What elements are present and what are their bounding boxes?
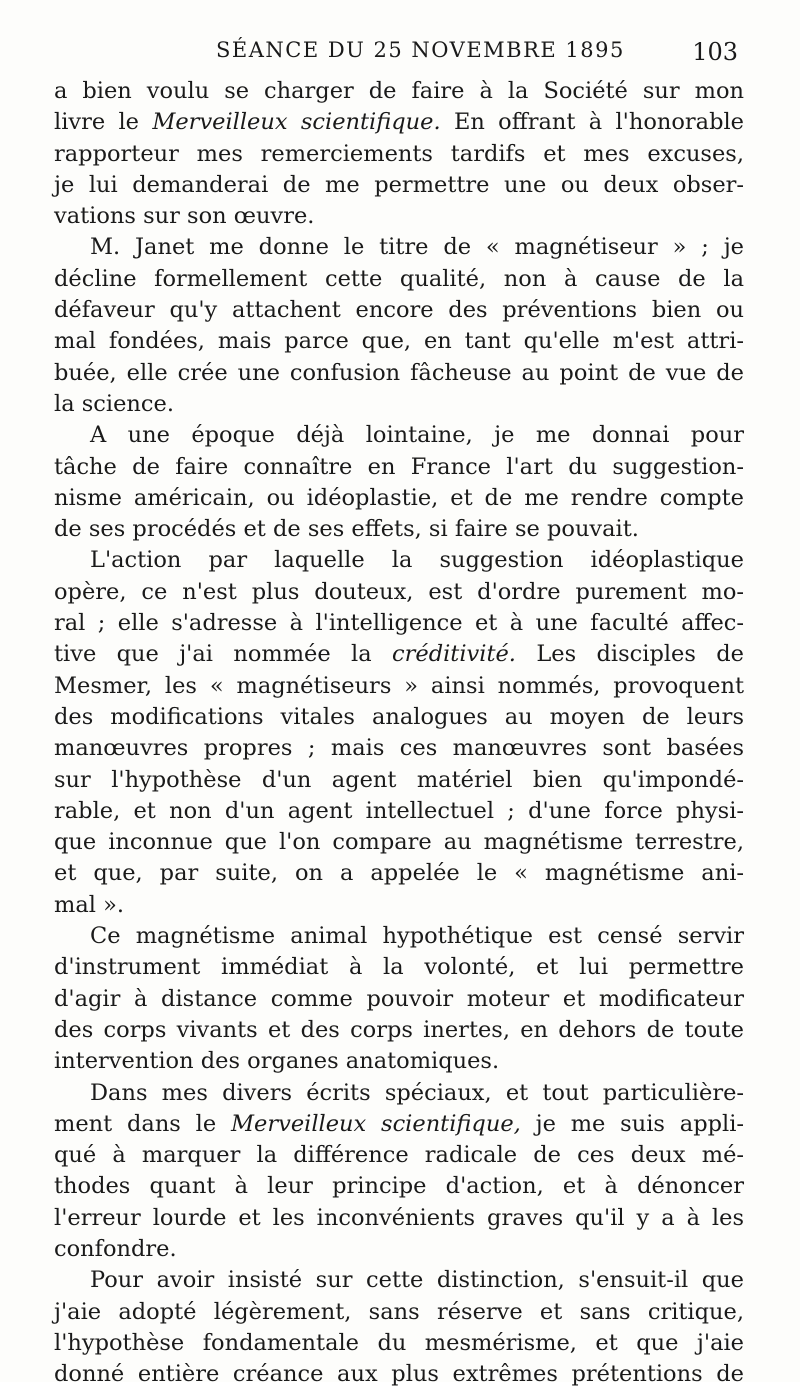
text-run: la science. (54, 390, 174, 417)
text-run: tive que j'ai nommée la (54, 641, 393, 668)
text-run: a bien voulu se charger de faire à la Société sur mon (54, 78, 744, 104)
text-run: mal ». (54, 891, 125, 918)
text-run: j'aie adopté légèrement, sans réserve et sans critique, (54, 1298, 744, 1325)
text-line (54, 671, 744, 702)
italic-title: créditivité. (392, 641, 516, 668)
text-line (54, 702, 744, 733)
text-run: thodes quant à leur principe d'action, et à dénoncer (54, 1173, 744, 1200)
text-line (54, 139, 744, 170)
text-run: des modifications vitales analogues au moyen de leurs (54, 703, 744, 730)
text-line (54, 389, 744, 420)
text-line (54, 452, 744, 483)
text-line (54, 827, 744, 858)
text-run: que inconnue que l'on compare au magnétisme terrestre, (54, 829, 744, 856)
text-run: L'action par laquelle la suggestion idéoplastique (90, 547, 744, 574)
running-head (54, 38, 744, 72)
text-run: ral ; elle s'adresse à l'intelligence et à une faculté affec- (54, 610, 744, 637)
text-run: Dans mes divers écrits spéciaux, et tout particulière- (90, 1079, 744, 1106)
italic-title: Merveilleux scientifique. (152, 109, 441, 136)
text-line (54, 1046, 744, 1077)
text-run: buée, elle crée une confusion fâcheuse au point de vue de (54, 359, 744, 386)
text-line (54, 1297, 744, 1328)
text-line (54, 232, 744, 263)
text-line (54, 1109, 744, 1140)
text-run: confondre. (54, 1235, 177, 1262)
text-line (54, 107, 744, 138)
text-run: Ce magnétisme animal hypothétique est censé servir (90, 923, 744, 950)
text-run: des corps vivants et des corps inertes, en dehors de toute (54, 1016, 744, 1043)
page-number: 103 (692, 38, 738, 66)
text-line (54, 1171, 744, 1202)
text-run: donné entière créance aux plus extrêmes prétentions de (54, 1361, 744, 1388)
text-run: En offrant à l'honorable (440, 109, 744, 136)
text-line (54, 1359, 744, 1390)
text-run: tâche de faire connaître en France l'art du suggestion- (54, 453, 744, 480)
text-run: rable, et non d'un agent intellectuel ; d'une force physi- (54, 797, 744, 824)
text-run: d'instrument immédiat à la volonté, et lui permettre (54, 954, 744, 981)
text-run: d'agir à distance comme pouvoir moteur et modificateur (54, 985, 744, 1012)
text-line (54, 1234, 744, 1265)
text-run: A une époque déjà lointaine, je me donnai pour (90, 422, 744, 449)
text-line (54, 326, 744, 357)
text-line (54, 1203, 744, 1234)
text-line (54, 765, 744, 796)
text-line (54, 170, 744, 201)
text-line (54, 890, 744, 921)
text-run: défaveur qu'y attachent encore des préventions bien ou (54, 297, 744, 324)
text-run: Mesmer, les « magnétiseurs » ainsi nommés, provoquent (54, 672, 744, 699)
text-run: de ses procédés et de ses effets, si faire se pouvait. (54, 516, 639, 543)
text-run: mal fondées, mais parce que, en tant qu'elle m'est attri- (54, 328, 744, 355)
text-run: décline formellement cette qualité, non à cause de la (54, 265, 744, 292)
italic-title: Merveilleux scientifique, (231, 1110, 521, 1137)
text-run: sur l'hypothèse d'un agent matériel bien qu'impondé- (54, 766, 744, 793)
text-line (54, 921, 744, 952)
body-text (54, 76, 744, 1390)
running-head-title: SÉANCE DU 25 NOVEMBRE 1895 (216, 38, 625, 62)
text-run: Pour avoir insisté sur cette distinction, s'ensuit-il que (90, 1267, 744, 1294)
text-run: M. Janet me donne le titre de « magnétiseur » ; je (90, 234, 744, 261)
text-line (54, 984, 744, 1015)
text-line (54, 545, 744, 576)
text-line (54, 1328, 744, 1359)
text-line (54, 577, 744, 608)
text-line (54, 1140, 744, 1171)
text-line (54, 639, 744, 670)
text-line (54, 1015, 744, 1046)
text-line (54, 952, 744, 983)
text-line (54, 358, 744, 389)
text-line (54, 201, 744, 232)
text-line (54, 733, 744, 764)
text-line (54, 76, 744, 107)
text-run: opère, ce n'est plus douteux, est d'ordre purement mo- (54, 578, 744, 605)
text-run: ment dans le (54, 1110, 231, 1137)
text-run: livre le (54, 109, 153, 136)
text-line (54, 420, 744, 451)
text-line (54, 264, 744, 295)
text-line (54, 1265, 744, 1296)
text-run: manœuvres propres ; mais ces manœuvres sont basées (54, 735, 744, 762)
text-run: l'erreur lourde et les inconvénients graves qu'il y a à les (54, 1204, 744, 1231)
text-run: je lui demanderai de me permettre une ou deux obser- (54, 171, 744, 198)
text-run: l'hypothèse fondamentale du mesmérisme, et que j'aie (54, 1329, 744, 1356)
text-run: qué à marquer la différence radicale de ces deux mé- (54, 1142, 744, 1169)
text-run: je me suis appli- (520, 1110, 744, 1137)
text-run: intervention des organes anatomiques. (54, 1048, 500, 1075)
text-line (54, 858, 744, 889)
text-run: vations sur son œuvre. (54, 203, 315, 230)
text-run: Les disciples de (515, 641, 744, 668)
text-run: rapporteur mes remerciements tardifs et mes excuses, (54, 140, 744, 167)
text-line (54, 483, 744, 514)
text-line (54, 1078, 744, 1109)
text-run: et que, par suite, on a appelée le « magnétisme ani- (54, 860, 744, 887)
text-line (54, 514, 744, 545)
text-line (54, 796, 744, 827)
text-line (54, 295, 744, 326)
text-line (54, 608, 744, 639)
text-run: nisme américain, ou idéoplastie, et de me rendre compte (54, 484, 744, 511)
